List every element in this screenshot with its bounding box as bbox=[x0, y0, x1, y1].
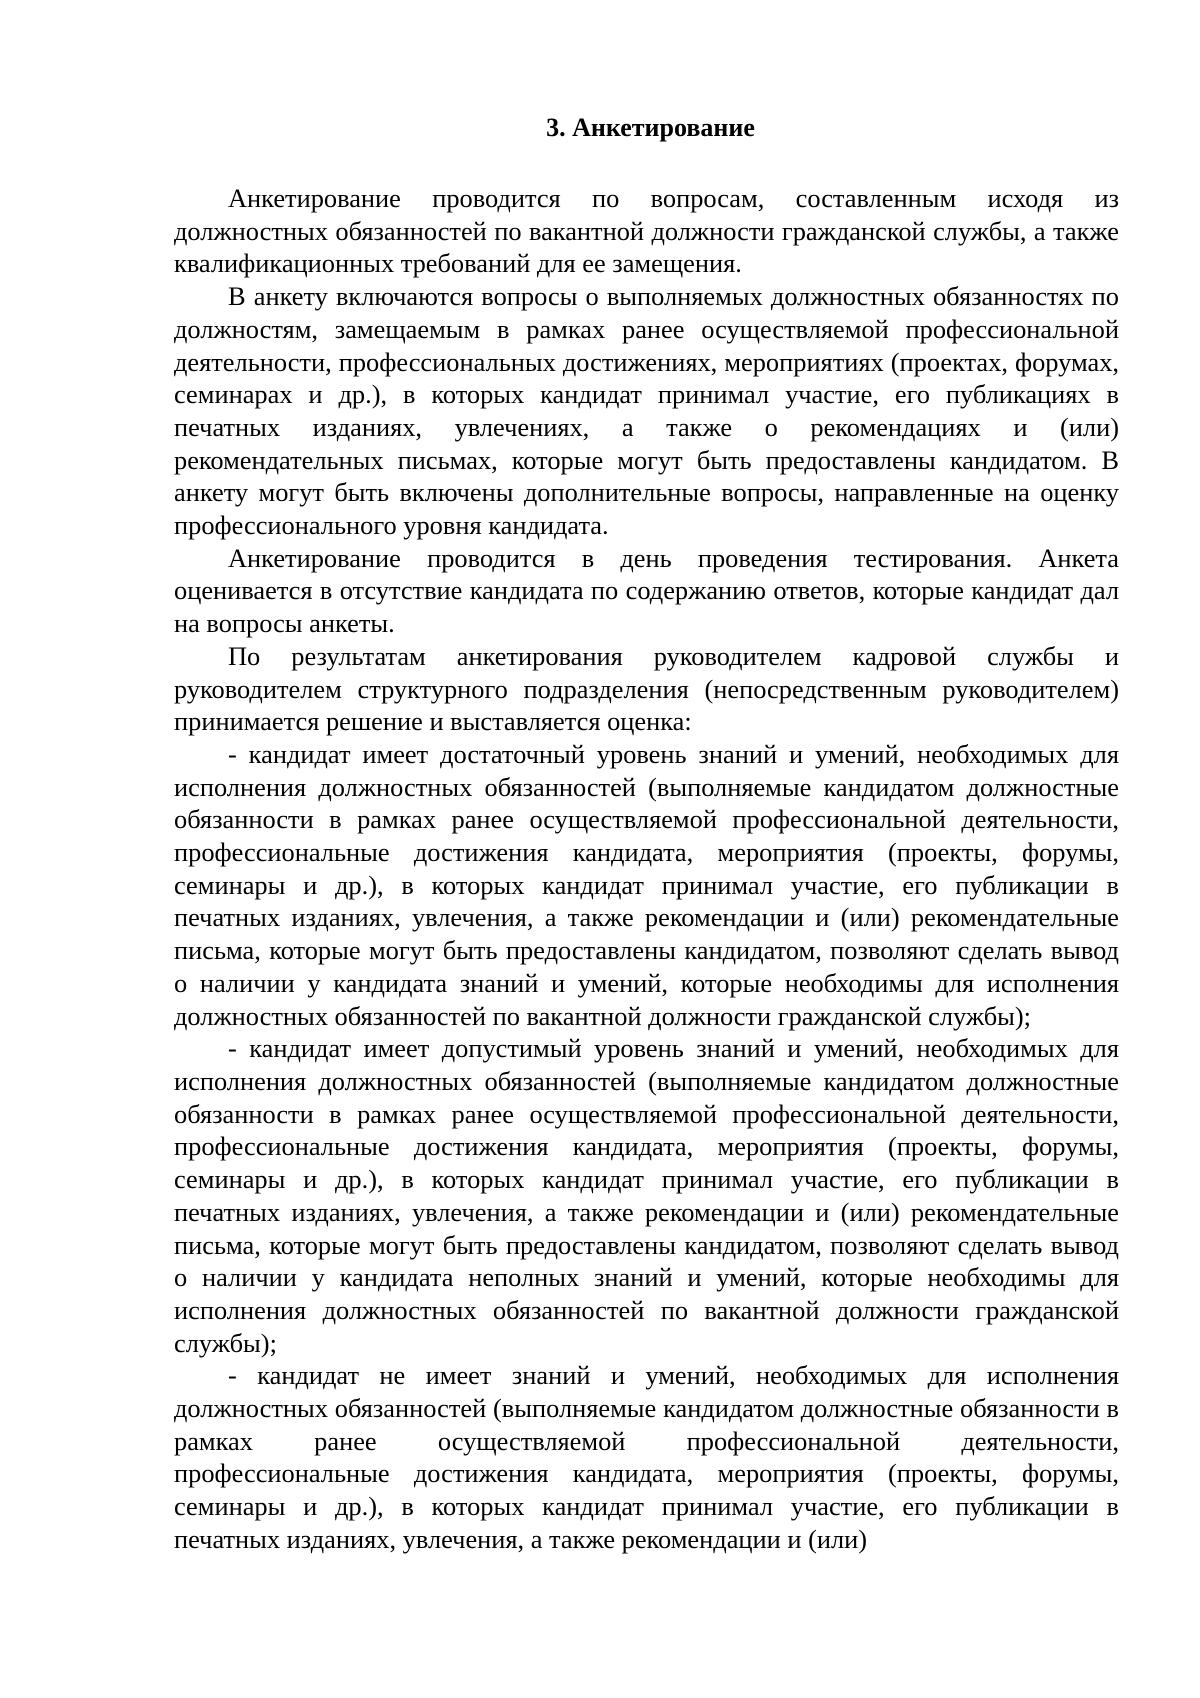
document-body bbox=[174, 112, 1119, 1556]
paragraph-assessment-decision: По результатам анкетирования руководителем кадровой службы и руководителем структурного подразделения (непосредственным руководителем) принимается решение и выставляется оценка: bbox=[174, 640, 1119, 737]
paragraph-questionnaire-timing: Анкетирование проводится в день проведения тестирования. Анкета оценивается в отсутствие кандидата по содержанию ответов, которые кандидат дал на вопросы анкеты. bbox=[174, 542, 1119, 639]
paragraph-questionnaire-contents: В анкету включаются вопросы о выполняемых должностных обязанностях по должностям, замещаемым в рамках ранее осуществляемой профессиональной деятельности, профессиональных достижениях, мероприятиях (проектах, форумах, семинарах и др.), в которых кандидат принимал участие, его публикациях в печатных изданиях, увлечениях, а также о рекомендациях и (или) рекомендательных письмах, которые могут быть предоставлены кандидатом. В анкету могут быть включены дополнительные вопросы, направленные на оценку профессионального уровня кандидата. bbox=[174, 281, 1119, 541]
list-item-no-knowledge: - кандидат не имеет знаний и умений, необходимых для исполнения должностных обязанностей (выполняемые кандидатом должностные обязанности в рамках ранее осуществляемой профессиональной деятельности, профессиональные достижения кандидата, мероприятия (проекты, форумы, семинары и др.), в которых кандидат принимал участие, его публикации в печатных изданиях, увлечения, а также рекомендации и (или) bbox=[174, 1360, 1119, 1554]
list-item-sufficient-level: - кандидат имеет достаточный уровень знаний и умений, необходимых для исполнения должностных обязанностей (выполняемые кандидатом должностные обязанности в рамках ранее осуществляемой профессиональной деятельности, профессиональные достижения кандидата, мероприятия (проекты, форумы, семинары и др.), в которых кандидат принимал участие, его публикации в печатных изданиях, увлечения, а также рекомендации и (или) рекомендательные письма, которые могут быть предоставлены кандидатом, позволяют сделать вывод о наличии у кандидата знаний и умений, которые необходимы для исполнения должностных обязанностей по вакантной должности гражданской службы); bbox=[174, 738, 1119, 1031]
list-item-acceptable-level: - кандидат имеет допустимый уровень знаний и умений, необходимых для исполнения должностных обязанностей (выполняемые кандидатом должностные обязанности в рамках ранее осуществляемой профессиональной деятельности, профессиональные достижения кандидата, мероприятия (проекты, форумы, семинары и др.), в которых кандидат принимал участие, его публикации в печатных изданиях, увлечения, а также рекомендации и (или) рекомендательные письма, которые могут быть предоставлены кандидатом, позволяют сделать вывод о наличии у кандидата неполных знаний и умений, которые необходимы для исполнения должностных обязанностей по вакантной должности гражданской службы); bbox=[174, 1033, 1119, 1358]
section-heading: 3. Анкетирование bbox=[546, 113, 755, 142]
paragraph-intro: Анкетирование проводится по вопросам, составленным исходя из должностных обязанностей по вакантной должности гражданской службы, а также квалификационных требований для ее замещения. bbox=[174, 183, 1119, 279]
